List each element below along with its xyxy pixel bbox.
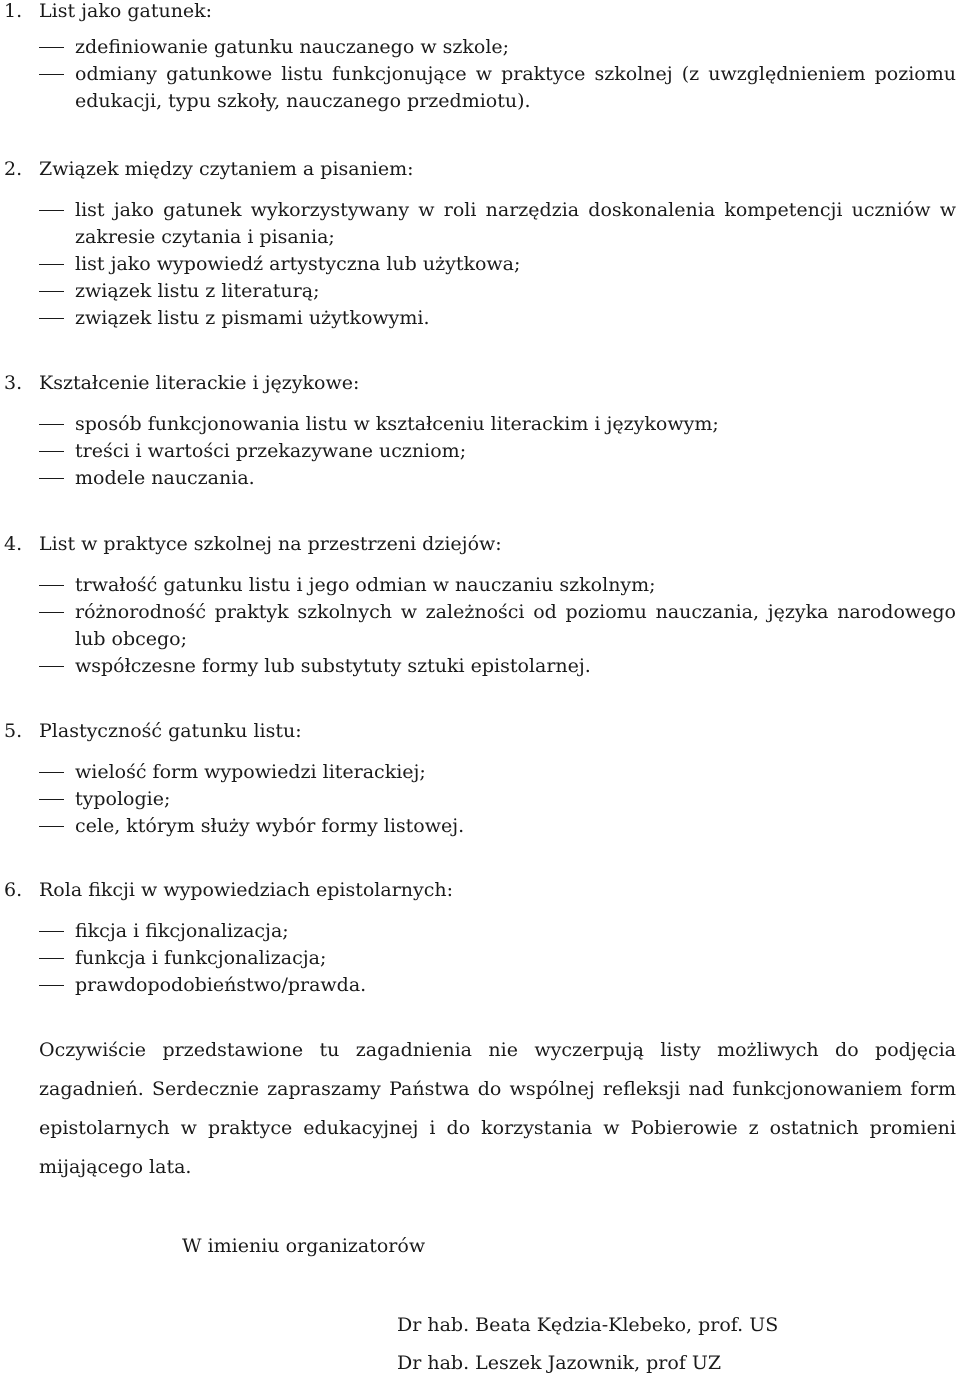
list-item: list jako gatunek wykorzystywany w roli narzędzia doskonalenia kompetencji uczniów w zakresie czytania i pisania; — [0, 197, 960, 251]
section-4 — [0, 530, 960, 680]
section-4-list — [0, 572, 960, 680]
dash-bullet — [39, 318, 64, 319]
list-item: odmiany gatunkowe listu funkcjonujące w praktyce szkolnej (z uwzględnieniem poziomu edukacji, typu szkoły, nauczanego przedmiotu). — [0, 61, 960, 115]
section-3-list — [0, 411, 960, 492]
section-1-list — [0, 34, 960, 115]
signature-intro: W imieniu organizatorów — [182, 1235, 426, 1257]
list-item: sposób funkcjonowania listu w kształceniu literackim i językowym; — [0, 411, 960, 438]
list-item: list jako wypowiedź artystyczna lub użytkowa; — [0, 251, 960, 278]
section-number: 5. — [4, 720, 23, 742]
list-item: prawdopodobieństwo/prawda. — [0, 972, 960, 999]
section-number: 3. — [4, 372, 23, 394]
dash-bullet — [39, 210, 64, 211]
dash-bullet — [39, 826, 64, 827]
list-item: trwałość gatunku listu i jego odmian w nauczaniu szkolnym; — [0, 572, 960, 599]
section-5-list — [0, 759, 960, 840]
closing-paragraph: Oczywiście przedstawione tu zagadnienia nie wyczerpują listy możliwych do podjęcia zagadnień. Serdecznie zapraszamy Państwa do wspólnej refleksji nad funkcjonowaniem form epistolarnych w praktyce edukacyjnej i do korzystania w Pobierowie z ostatnich promieni mijającego lata. — [39, 1039, 956, 1178]
section-2-list — [0, 197, 960, 332]
section-1 — [0, 0, 960, 115]
section-6-list — [0, 918, 960, 999]
dash-bullet — [39, 478, 64, 479]
dash-bullet — [39, 451, 64, 452]
dash-bullet — [39, 291, 64, 292]
list-item: zdefiniowanie gatunku nauczanego w szkole; — [0, 34, 960, 61]
dash-bullet — [39, 799, 64, 800]
dash-bullet — [39, 985, 64, 986]
list-item: wielość form wypowiedzi literackiej; — [0, 759, 960, 786]
section-title: List w praktyce szkolnej na przestrzeni dziejów: — [39, 533, 502, 555]
section-2 — [0, 155, 960, 332]
dash-bullet — [39, 612, 64, 613]
dash-bullet — [39, 931, 64, 932]
section-number: 6. — [4, 879, 23, 901]
list-item: współczesne formy lub substytuty sztuki epistolarnej. — [0, 653, 960, 680]
section-title: Rola fikcji w wypowiedziach epistolarnych: — [39, 879, 454, 901]
list-item: fikcja i fikcjonalizacja; — [0, 918, 960, 945]
dash-bullet — [39, 74, 64, 75]
signature-name: Dr hab. Beata Kędzia-Klebeko, prof. US — [397, 1314, 779, 1336]
list-item: związek listu z literaturą; — [0, 278, 960, 305]
dash-bullet — [39, 958, 64, 959]
section-5 — [0, 717, 960, 840]
dash-bullet — [39, 666, 64, 667]
list-item: różnorodność praktyk szkolnych w zależności od poziomu nauczania, języka narodowego lub obcego; — [0, 599, 960, 653]
section-number: 4. — [4, 533, 23, 555]
dash-bullet — [39, 585, 64, 586]
section-3 — [0, 369, 960, 492]
section-title: Kształcenie literackie i językowe: — [39, 372, 360, 394]
signature-name: Dr hab. Leszek Jazownik, prof UZ — [397, 1352, 722, 1374]
section-number: 2. — [4, 158, 23, 180]
section-title: List jako gatunek: — [39, 0, 213, 22]
section-title: Plastyczność gatunku listu: — [39, 720, 302, 742]
list-item: treści i wartości przekazywane uczniom; — [0, 438, 960, 465]
dash-bullet — [39, 47, 64, 48]
list-item: modele nauczania. — [0, 465, 960, 492]
section-number: 1. — [4, 0, 23, 22]
list-item: cele, którym służy wybór formy listowej. — [0, 813, 960, 840]
dash-bullet — [39, 424, 64, 425]
list-item: typologie; — [0, 786, 960, 813]
dash-bullet — [39, 772, 64, 773]
list-item: funkcja i funkcjonalizacja; — [0, 945, 960, 972]
list-item: związek listu z pismami użytkowymi. — [0, 305, 960, 332]
section-title: Związek między czytaniem a pisaniem: — [39, 158, 414, 180]
dash-bullet — [39, 264, 64, 265]
section-6 — [0, 876, 960, 999]
